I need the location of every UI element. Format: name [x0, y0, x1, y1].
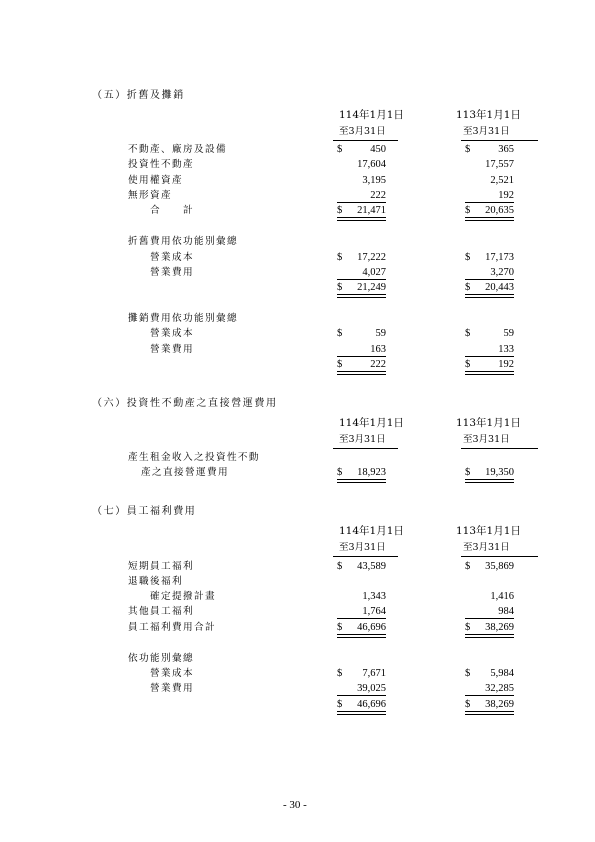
total-double-underline	[465, 711, 514, 715]
row-label: 營業成本	[150, 328, 194, 339]
subtotal-underline	[465, 202, 514, 203]
value-2024: 192	[498, 190, 514, 201]
currency-symbol: $	[465, 252, 471, 263]
value-2025: 7,671	[362, 668, 386, 679]
subtotal-underline	[337, 618, 386, 619]
currency-symbol: $	[465, 561, 471, 572]
value-2025: 4,027	[362, 267, 386, 278]
value-2024: 2,521	[490, 175, 514, 186]
value-2025: 18,923	[357, 467, 386, 478]
value-2024: 3,270	[490, 267, 514, 278]
value-2024: 1,416	[490, 591, 514, 602]
total-value-2025: 46,696	[357, 622, 386, 633]
value-2024: 5,984	[490, 668, 514, 679]
column-header-2025: 114年1月1日	[339, 525, 404, 537]
row-label: 確定提撥計畫	[150, 591, 216, 602]
total-value-2025: 21,471	[357, 205, 386, 216]
column-header-2025-period: 至3月31日	[339, 434, 386, 445]
total-double-underline	[465, 217, 514, 221]
currency-symbol: $	[465, 205, 471, 216]
total-label: 合 計	[150, 205, 194, 216]
subtotal-underline	[337, 356, 386, 357]
header-rule	[333, 556, 398, 557]
value-2025: 450	[370, 144, 386, 155]
column-header-2025: 114年1月1日	[339, 417, 404, 429]
column-header-2025-period: 至3月31日	[339, 126, 386, 137]
currency-symbol: $	[337, 699, 343, 710]
value-2025: 39,025	[357, 683, 386, 694]
currency-symbol: $	[465, 282, 471, 293]
value-2024: 32,285	[485, 683, 514, 694]
total-value-2024: 38,269	[485, 699, 514, 710]
total-value-2025: 21,249	[357, 282, 386, 293]
currency-symbol: $	[337, 205, 343, 216]
value-2025: 1,343	[362, 591, 386, 602]
value-2024: 133	[498, 344, 514, 355]
value-2024: 365	[498, 144, 514, 155]
value-2024: 984	[498, 606, 514, 617]
header-rule	[461, 448, 538, 449]
value-2025: 163	[370, 344, 386, 355]
value-2025: 3,195	[362, 175, 386, 186]
page-number: - 30 -	[283, 799, 307, 811]
currency-symbol: $	[337, 467, 343, 478]
column-header-2024: 113年1月1日	[456, 109, 521, 121]
row-label: 不動產、廠房及設備	[128, 144, 227, 155]
row-label: 營業成本	[150, 252, 194, 263]
total-value-2025: 222	[370, 359, 386, 370]
value-2025: 59	[375, 328, 386, 339]
row-label: 營業費用	[150, 267, 194, 278]
total-double-underline	[337, 371, 386, 375]
currency-symbol: $	[465, 467, 471, 478]
total-double-underline	[337, 634, 386, 638]
total-value-2024: 20,443	[485, 282, 514, 293]
subtotal-underline	[337, 695, 386, 696]
column-header-2024: 113年1月1日	[456, 525, 521, 537]
row-label: 營業成本	[150, 668, 194, 679]
currency-symbol: $	[465, 328, 471, 339]
currency-symbol: $	[465, 622, 471, 633]
row-label: 營業費用	[150, 683, 194, 694]
subtotal-underline	[465, 356, 514, 357]
currency-symbol: $	[337, 252, 343, 263]
value-2025: 17,222	[357, 252, 386, 263]
total-double-underline	[337, 294, 386, 298]
value-2024: 17,173	[485, 252, 514, 263]
header-rule	[461, 556, 538, 557]
currency-symbol: $	[337, 668, 343, 679]
column-header-2024-period: 至3月31日	[463, 542, 510, 553]
row-label-continued: 產之直接營運費用	[141, 467, 229, 478]
subtotal-underline	[337, 279, 386, 280]
value-2025: 1,764	[362, 606, 386, 617]
row-label: 產生租金收入之投資性不動	[128, 452, 260, 463]
currency-symbol: $	[465, 668, 471, 679]
value-2024: 17,557	[485, 159, 514, 170]
row-label: 退職後福利	[128, 576, 183, 587]
total-double-underline	[465, 634, 514, 638]
total-double-underline	[465, 371, 514, 375]
currency-symbol: $	[337, 144, 343, 155]
header-rule	[461, 140, 538, 141]
column-header-2024-period: 至3月31日	[463, 434, 510, 445]
total-label: 員工福利費用合計	[128, 622, 216, 633]
column-header-2025-period: 至3月31日	[339, 542, 386, 553]
header-rule	[333, 448, 398, 449]
column-header-2024-period: 至3月31日	[463, 126, 510, 137]
currency-symbol: $	[337, 359, 343, 370]
subsection-title: 攤銷費用依功能別彙總	[128, 313, 238, 324]
total-value-2024: 20,635	[485, 205, 514, 216]
value-2025: 43,589	[357, 561, 386, 572]
subtotal-underline	[465, 695, 514, 696]
subtotal-underline	[465, 618, 514, 619]
value-2024: 59	[503, 328, 514, 339]
subsection-title: 依功能別彙總	[128, 653, 194, 664]
header-rule	[333, 140, 398, 141]
section-title-investment-property-expenses: （六）投資性不動產之直接營運費用	[92, 398, 278, 409]
value-2024: 19,350	[485, 467, 514, 478]
value-2025: 17,604	[357, 159, 386, 170]
value-2025: 222	[370, 190, 386, 201]
row-label: 投資性不動產	[128, 159, 194, 170]
total-value-2024: 38,269	[485, 622, 514, 633]
row-label: 營業費用	[150, 344, 194, 355]
total-double-underline	[337, 217, 386, 221]
row-label: 使用權資產	[128, 175, 183, 186]
subtotal-underline	[337, 202, 386, 203]
currency-symbol: $	[465, 699, 471, 710]
total-value-2025: 46,696	[357, 699, 386, 710]
row-label: 無形資產	[128, 190, 172, 201]
total-value-2024: 192	[498, 359, 514, 370]
total-double-underline	[337, 479, 386, 483]
currency-symbol: $	[337, 622, 343, 633]
currency-symbol: $	[337, 282, 343, 293]
column-header-2025: 114年1月1日	[339, 109, 404, 121]
subtotal-underline	[465, 279, 514, 280]
currency-symbol: $	[465, 359, 471, 370]
section-title-employee-benefits: （七）員工福利費用	[92, 506, 197, 517]
subsection-title: 折舊費用依功能別彙總	[128, 236, 238, 247]
total-double-underline	[465, 294, 514, 298]
currency-symbol: $	[337, 561, 343, 572]
currency-symbol: $	[337, 328, 343, 339]
currency-symbol: $	[465, 144, 471, 155]
row-label: 其他員工福利	[128, 606, 194, 617]
section-title-depreciation-amortization: （五）折舊及攤銷	[92, 90, 185, 101]
row-label: 短期員工福利	[128, 561, 194, 572]
total-double-underline	[337, 711, 386, 715]
column-header-2024: 113年1月1日	[456, 417, 521, 429]
total-double-underline	[465, 479, 514, 483]
value-2024: 35,869	[485, 561, 514, 572]
